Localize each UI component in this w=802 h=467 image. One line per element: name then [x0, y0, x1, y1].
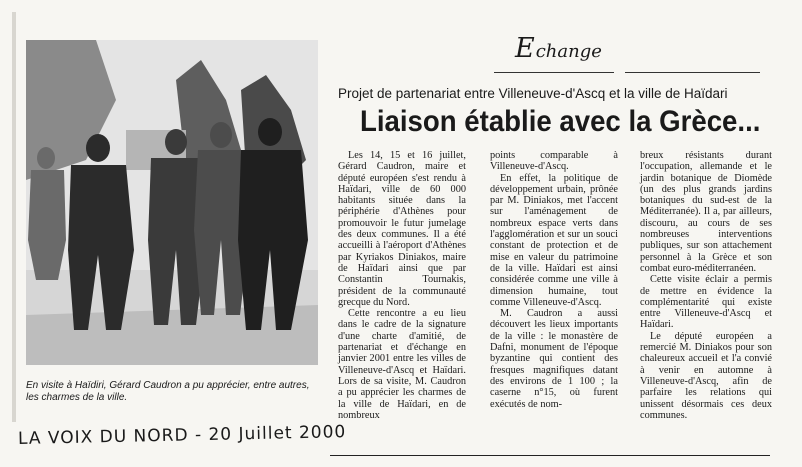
rubric-rule-left	[494, 72, 614, 73]
bottom-rule	[330, 455, 770, 456]
paragraph: Les 14, 15 et 16 juillet, Gérard Caudron, maire et député européen s'est rendu à Haïdari, ville de 60 000 habitants située dans la périphérie d'Athènes pour promouvoir le futur jumelage des deux communes. Il a été accueilli à l'aéroport d'Athènes par Kyriakos Diniakos, maire de Haïdari ainsi que par Constantin Tournakis, président de la communauté grecque du Nord.	[338, 150, 466, 308]
rubric-rule-right	[625, 72, 760, 73]
paragraph-continued: points comparable à Villeneuve-d'Ascq.	[490, 150, 618, 173]
article-column-3	[640, 150, 772, 421]
photo-caption: En visite à Haïdiri, Gérard Caudron a pu apprécier, entre autres, les charmes de la ville.	[26, 380, 310, 403]
article-subtitle: Projet de partenariat entre Villeneuve-d'Ascq et la ville de Haïdari	[338, 86, 728, 101]
paragraph: M. Caudron a aussi découvert les lieux importants de la ville : le monastère de Dafni, monument de l'époque byzantine qui contient des fresques magnifiques datant des environs de 1 100 ; la caserne n°15, où furent exécutés de nom-	[490, 308, 618, 410]
article-column-2	[490, 150, 618, 410]
paragraph: Le député européen a remercié M. Diniakos pour son chaleureux accueil et l'a convié à venir en automne à Villeneuve-d'Ascq, afin de parfaire les relations qui unissent désormais ces deux communes.	[640, 330, 772, 421]
photo-illustration	[26, 40, 318, 365]
section-rubric	[515, 34, 602, 67]
article-column-1	[338, 150, 466, 421]
paragraph-continued: breux résistants durant l'occupation, allemande et le jardin botanique de Diomède (un des plus grands jardins botaniques du sud-est de la Méditerranée). Il a, par ailleurs, discouru, au cours de ses nombreuses interventions publiques, sur son attachement personnel à la Grèce et son combat euro-méditerranéen.	[640, 150, 772, 274]
article-photo	[26, 40, 318, 365]
paragraph: Cette visite éclair a permis de mettre en évidence la complémentarité qui existe entre Villeneuve-d'Ascq et Haïdari.	[640, 274, 772, 331]
handwritten-source-note: LA VOIX DU NORD - 20 Juillet 2000	[17, 422, 347, 449]
page-edge	[12, 12, 16, 422]
rubric-rest: change	[535, 41, 602, 62]
paragraph: Cette rencontre a eu lieu dans le cadre de la signature d'une charte d'amitié, de partenariat et d'échange en janvier 2001 entre les villes de Villeneuve-d'Ascq et Haïdari. Lors de sa visite, M. Caudron a pu apprécier les charmes de la ville de Haïdari, en de nombreux	[338, 308, 466, 421]
article-headline: Liaison établie avec la Grèce...	[360, 105, 761, 138]
paragraph: En effet, la politique de développement urbain, prônée par M. Diniakos, met l'accent sur l'aménagement de nombreux espace verts dans l'agglomération et sur un souci constant de protection et de mise en valeur du patrimoine de la ville. Haïdari est ainsi considérée comme une ville à dimension humaine, tout comme Villeneuve-d'Ascq.	[490, 172, 618, 308]
rubric-initial: E	[515, 33, 535, 64]
